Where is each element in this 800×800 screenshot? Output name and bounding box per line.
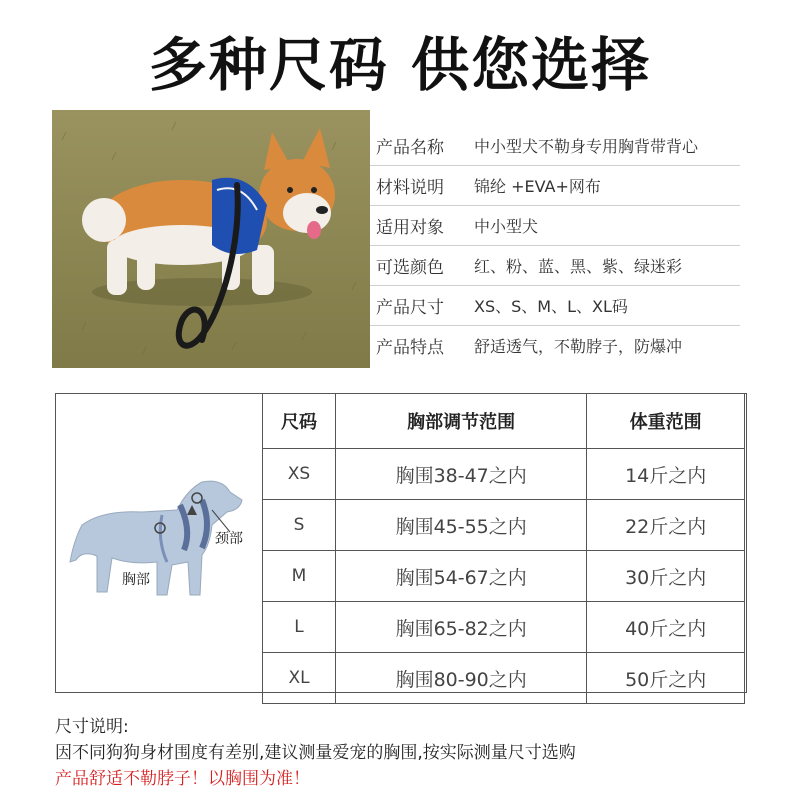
spec-label: 产品特点 bbox=[376, 338, 444, 358]
chest-cell: 胸围54-67之内 bbox=[336, 551, 587, 602]
spec-list bbox=[370, 126, 740, 365]
weight-cell: 14斤之内 bbox=[587, 449, 745, 500]
spec-value: 红、粉、蓝、黑、紫、绿迷彩 bbox=[474, 257, 683, 276]
spec-row bbox=[370, 246, 740, 286]
spec-row bbox=[370, 166, 740, 206]
spec-label: 产品尺寸 bbox=[376, 298, 444, 318]
product-photo bbox=[52, 110, 370, 368]
chest-cell: 胸围65-82之内 bbox=[336, 602, 587, 653]
spec-row bbox=[370, 286, 740, 326]
weight-cell: 40斤之内 bbox=[587, 602, 745, 653]
column-header-chest: 胸部调节范围 bbox=[336, 394, 587, 449]
size-cell: XL bbox=[263, 653, 336, 704]
spec-label: 产品名称 bbox=[376, 138, 444, 158]
size-cell: S bbox=[263, 500, 336, 551]
spec-label: 材料说明 bbox=[376, 178, 444, 198]
page-title: 多种尺码 供您选择 bbox=[148, 31, 652, 99]
size-cell: XS bbox=[263, 449, 336, 500]
spec-value: 中小型犬不勒身专用胸背带背心 bbox=[474, 137, 699, 156]
weight-cell: 30斤之内 bbox=[587, 551, 745, 602]
column-header-weight: 体重范围 bbox=[587, 394, 745, 449]
chest-label: 胸部 bbox=[122, 572, 150, 588]
spec-row bbox=[370, 326, 740, 365]
chest-cell: 胸围80-90之内 bbox=[336, 653, 587, 704]
spec-value: 舒适透气，不勒脖子，防爆冲 bbox=[474, 337, 683, 356]
table-row bbox=[263, 449, 745, 500]
spec-value: 锦纶 +EVA+网布 bbox=[474, 177, 601, 196]
table-row bbox=[263, 500, 745, 551]
weight-cell: 50斤之内 bbox=[587, 653, 745, 704]
spec-row bbox=[370, 126, 740, 166]
table-header-row bbox=[263, 394, 745, 449]
neck-label: 颈部 bbox=[215, 531, 243, 547]
weight-cell: 22斤之内 bbox=[587, 500, 745, 551]
chest-cell: 胸围45-55之内 bbox=[336, 500, 587, 551]
column-header-size: 尺码 bbox=[263, 394, 336, 449]
size-cell: L bbox=[263, 602, 336, 653]
size-note-highlight: 产品舒适不勒脖子！以胸围为准！ bbox=[55, 769, 310, 789]
size-cell: M bbox=[263, 551, 336, 602]
table-row bbox=[263, 602, 745, 653]
size-note-title: 尺寸说明: bbox=[55, 717, 129, 737]
size-note-body: 因不同狗狗身材围度有差别,建议测量爱宠的胸围,按实际测量尺寸选购 bbox=[55, 743, 576, 763]
table-row bbox=[263, 653, 745, 704]
spec-label: 可选颜色 bbox=[376, 258, 444, 278]
spec-value: 中小型犬 bbox=[474, 217, 539, 236]
size-table bbox=[262, 393, 745, 704]
table-row bbox=[263, 551, 745, 602]
spec-label: 适用对象 bbox=[376, 218, 444, 238]
chest-cell: 胸围38-47之内 bbox=[336, 449, 587, 500]
spec-row bbox=[370, 206, 740, 246]
spec-value: XS、S、M、L、XL码 bbox=[474, 297, 628, 316]
